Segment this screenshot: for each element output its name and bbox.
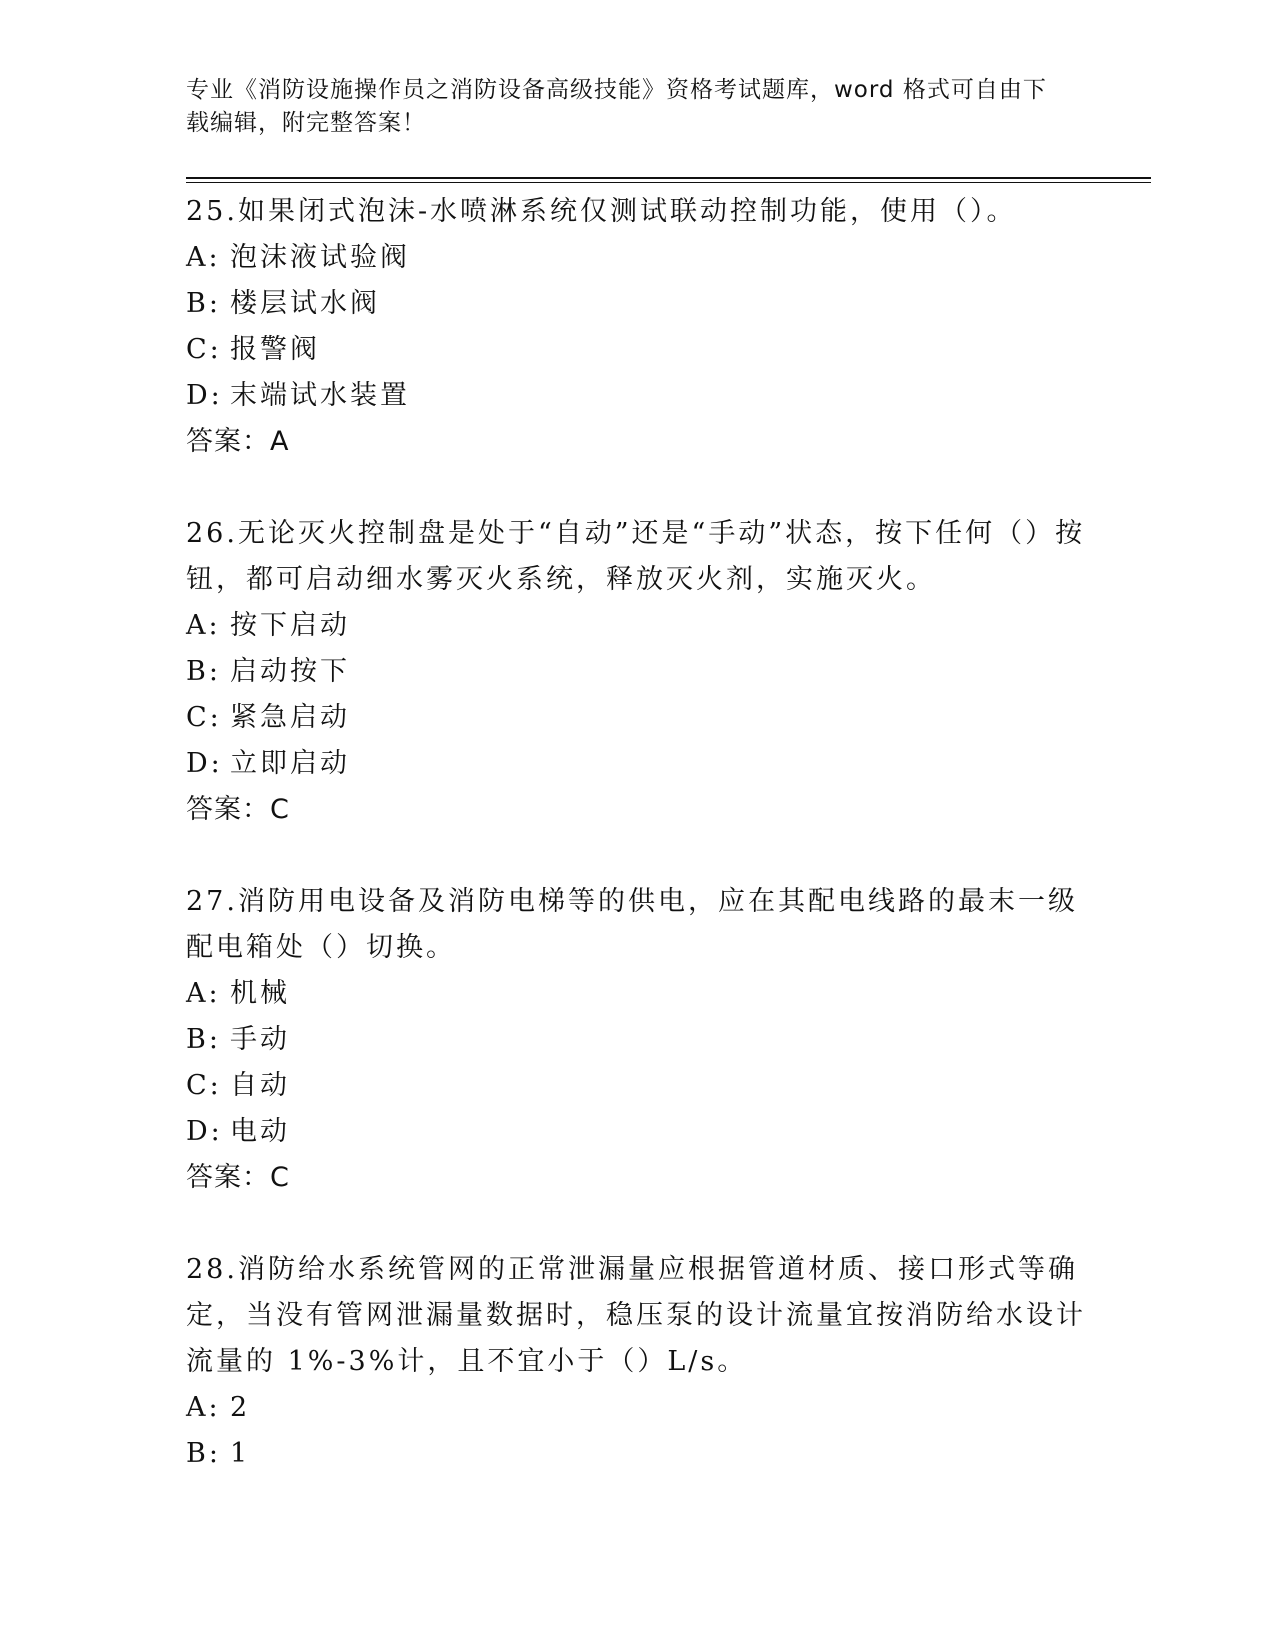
option-letter: A: bbox=[186, 242, 221, 273]
option-letter: C: bbox=[186, 702, 222, 733]
header-divider-thin bbox=[186, 182, 1151, 183]
option-letter: D: bbox=[186, 380, 223, 411]
option-letter: A: bbox=[186, 1392, 221, 1423]
option-a bbox=[186, 235, 1086, 281]
option-b bbox=[186, 1017, 1086, 1063]
question-text: 26.无论灭火控制盘是处于“自动”还是“手动”状态，按下任何（）按钮，都可启动细水雾灭火系统，释放灭火剂，实施灭火。 bbox=[186, 518, 1086, 595]
document-header bbox=[186, 74, 1066, 140]
option-text: 按下启动 bbox=[230, 610, 350, 641]
question-text: 28.消防给水系统管网的正常泄漏量应根据管道材质、接口形式等确定，当没有管网泄漏量数据时，稳压泵的设计流量宜按消防给水设计流量的 1%-3%计，且不宜小于（）L/s。 bbox=[186, 1254, 1086, 1377]
header-divider-thick bbox=[186, 177, 1151, 179]
option-letter: C: bbox=[186, 1070, 222, 1101]
header-intro-line-2: 载编辑，附完整答案！ bbox=[186, 110, 426, 136]
option-c bbox=[186, 327, 1086, 373]
option-a bbox=[186, 1385, 1086, 1431]
answer-label: 答案：A bbox=[186, 426, 290, 457]
answer-label: 答案：C bbox=[186, 1162, 290, 1193]
option-text: 启动按下 bbox=[230, 656, 350, 687]
question-text: 25.如果闭式泡沫-水喷淋系统仅测试联动控制功能，使用（）。 bbox=[186, 196, 1017, 227]
option-b bbox=[186, 649, 1086, 695]
option-d bbox=[186, 741, 1086, 787]
option-text: 楼层试水阀 bbox=[230, 288, 380, 319]
option-text: 自动 bbox=[230, 1070, 290, 1101]
option-c bbox=[186, 695, 1086, 741]
option-letter: B: bbox=[186, 1438, 221, 1469]
option-text: 末端试水装置 bbox=[230, 380, 410, 411]
option-d bbox=[186, 373, 1086, 419]
option-letter: C: bbox=[186, 334, 222, 365]
option-letter: B: bbox=[186, 656, 221, 687]
question-25 bbox=[186, 189, 1086, 465]
option-b bbox=[186, 281, 1086, 327]
option-letter: D: bbox=[186, 748, 223, 779]
option-text: 报警阀 bbox=[230, 334, 320, 365]
option-text: 紧急启动 bbox=[230, 702, 350, 733]
option-letter: B: bbox=[186, 1024, 221, 1055]
question-list bbox=[186, 189, 1086, 1523]
option-b bbox=[186, 1431, 1086, 1477]
option-letter: D: bbox=[186, 1116, 223, 1147]
option-c bbox=[186, 1063, 1086, 1109]
option-letter: B: bbox=[186, 288, 221, 319]
question-26 bbox=[186, 511, 1086, 833]
option-text: 机械 bbox=[230, 978, 290, 1009]
option-letter: A: bbox=[186, 978, 221, 1009]
option-text: 电动 bbox=[230, 1116, 290, 1147]
answer-label: 答案：C bbox=[186, 794, 290, 825]
option-text: 立即启动 bbox=[230, 748, 350, 779]
option-text: 手动 bbox=[230, 1024, 290, 1055]
option-text: 2 bbox=[230, 1392, 251, 1423]
option-d bbox=[186, 1109, 1086, 1155]
question-28 bbox=[186, 1247, 1086, 1477]
option-text: 1 bbox=[230, 1438, 251, 1469]
option-a bbox=[186, 603, 1086, 649]
question-text: 27.消防用电设备及消防电梯等的供电，应在其配电线路的最末一级配电箱处（）切换。 bbox=[186, 886, 1078, 963]
option-a bbox=[186, 971, 1086, 1017]
option-letter: A: bbox=[186, 610, 221, 641]
question-27 bbox=[186, 879, 1086, 1201]
option-text: 泡沫液试验阀 bbox=[230, 242, 410, 273]
header-intro-line-1: 专业《消防设施操作员之消防设备高级技能》资格考试题库，word 格式可自由下 bbox=[186, 77, 1047, 103]
